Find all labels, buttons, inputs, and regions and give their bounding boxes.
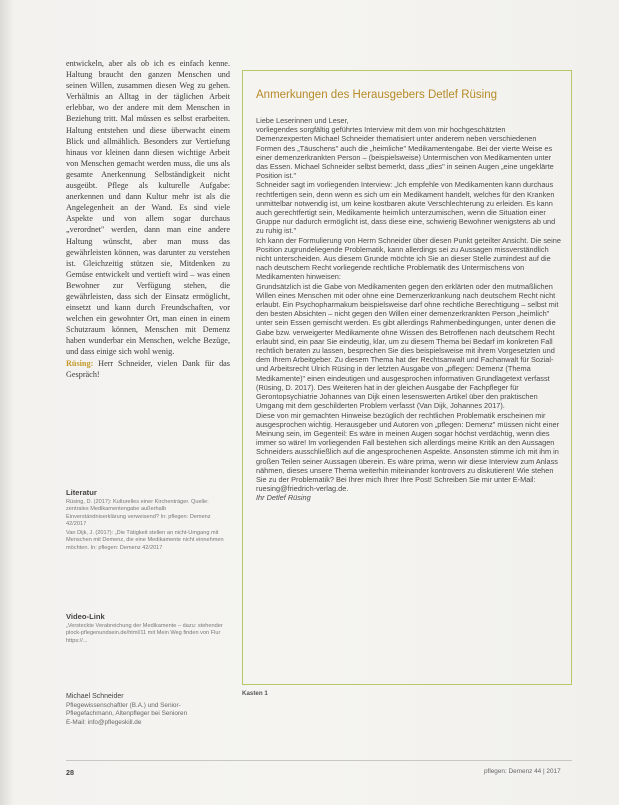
magazine-footer: pflegen: Demenz 44 | 2017 xyxy=(484,768,561,775)
literature-entry: Van Dijk, J. (2017): „Die Tätigkeit stellen an nicht-Umgang mit Menschen mit Demenz, die eine Medikamente nicht einnehmen möchten. In: pflegen: Demenz 42/2017 xyxy=(66,530,224,551)
page-number: 28 xyxy=(66,768,74,777)
editor-note-paragraph: Grundsätzlich ist die Gabe von Medikamenten gegen den erklärten oder den mutmaßlichen Willen eines Menschen mit oder ohne eine Demenzerkrankung nach deutschem Recht nicht erlaubt. Ein Psychopharmakum beispielsweise darf ohne rechtliche Berechtigung – selbst mit den besten Absichten – nicht gegen den Willen einer demenzerkrankten Person „heimlich" unter sein Essen gemischt werden. Es gibt allerdings Rahmenbedingungen, unter denen die Gabe bzw. verweigerter Medikamente ohne Wissen des Betroffenen nach deutschem Recht erlaubt sind, ein paar Sie eindeutig, klar, um zu diesem Thema bei Bedarf im konkreten Fall rechtlich beraten zu lassen, besprechen Sie dies beispielsweise mit ihrem Vorgesetzten und dem Ihrem Arbeitgeber. Zu diesem Thema hat der Rechtsanwalt und Fachanwalt für Sozial- und Arbeitsrecht Ulrich Rüsing in der letzten Ausgabe von „pflegen: Demenz (Thema Medikamente)" einen eindeutigen und ausgesprochen informativen Grundlagetext verfasst (Rüsing, D. 2017). Des Weiteren hat in der gleichen Ausgabe der Fachpfleger für Gerontopsychiatrie Johannes van Dijk einen lesenswerten Artikel über den praktischen Umgang mit dem geschilderten Problem verfasst (Van Dijk, Johannes 2017). xyxy=(256,281,559,411)
interview-text-column xyxy=(66,58,230,380)
author-line: Pflegewissenschaftler (B.A.) und Senior- xyxy=(66,701,181,709)
literature-section xyxy=(66,488,226,554)
editor-note-paragraph: Diese von mir gemachten Hinweise bezüglich der rechtlichen Problematik erscheinen mir ausgesprochen wichtig. Herausgeber und Autoren von „pflegen: Demenz" müssen nicht einer Meinung sein, im Gegenteil: Es wäre in meinen Augen sogar höchst verdächtig, wenn dies immer so wäre! Im vorliegenden Fall bestehen sich allerdings meine Kritik an den Aussagen Schneiders ausschließlich auf die angesprochenen Aspekte. Ansonsten stimme ich mit ihm in großen Teilen seiner Aussagen überein. Es wäre prima, wenn wir diese Interview zum Anlass nähmen, dieses unsere Thema weiterhin miteinander kontrovers zu diskutieren! Wie stehen Sie zu der Problematik? Bei Ihrer mich Ihrer Ihre Post! Schreiben Sie mir unter E-Mail: ruesing@friedrich-verlag.de. xyxy=(256,410,560,494)
literature-heading: Literatur xyxy=(66,488,97,497)
author-email[interactable]: E-Mail: info@pflegeskill.de xyxy=(66,718,142,726)
editor-note-body xyxy=(256,116,562,503)
editor-note-paragraph: vorliegendes sorgfältig geführtes Interview mit dem von mir hochgeschätzten Demenzexperten Michael Schneider thematisiert unter anderem neben verschiedenen Formen des „Täuschens" auch die „heimliche" Medikamentengabe. Bei der vierte Weise es einer demenzerkrankten Person – (beispielsweise) Untermischen von Medikamenten unter das Essen. Michael Schneider selbst bemerkt, dass „dies" in seinen Augen „eine ungeklärte Position ist." xyxy=(256,125,554,181)
editor-signature: Ihr Detlef Rüsing xyxy=(256,493,311,503)
editor-note-paragraph: Ich kann der Formulierung von Herrn Schneider über diesen Punkt geteilter Ansicht. Die seine Position zugrundeliegende Problematik, kann allerdings sei zu Aussagen missverständlich nicht unterscheiden. Aus diesem Grunde möchte ich Sie an dieser Stelle zumindest auf die nach deutschem Recht vorliegende rechtliche Problematik des Untermischens von Medikamenten hinweisen: xyxy=(256,235,561,282)
editor-note-greeting: Liebe Leserinnen und Leser, xyxy=(256,116,349,125)
closing-speaker: Rüsing: xyxy=(66,358,94,368)
video-link-section xyxy=(66,612,226,647)
author-info xyxy=(66,693,226,727)
video-link-text[interactable]: „Versteckte Verabreichung der Medikamente – dazu: stehender plock-pflegenundsein.de/html/11 mit Mein Weg finden von Flur https://... xyxy=(66,623,223,644)
editor-note-title: Anmerkungen des Herausgebers Detlef Rüsing xyxy=(256,89,497,101)
literature-entry: Rüsing, D. (2017): Kulturelles einer Kirchenträger. Quelle: zentrales Medikamentengabe außerhalb Einverständniserklärung verweisend? In: pflegen: Demenz 42/2017 xyxy=(66,499,211,527)
author-line: Pflegefachmann, Altenpfleger bei Senioren xyxy=(66,710,188,718)
author-name: Michael Schneider xyxy=(66,693,124,700)
footer-divider xyxy=(66,760,572,761)
editor-note-paragraph: Schneider sagt im vorliegenden Interview: „Ich empfehle von Medikamenten kann durchaus rechtfertigen sein, denn wenn es sich um ein Medikament handelt, welches für den Kranken unmittelbar notwendig ist, um keine kostbaren akute Verschlechterung zu erleiden. Es kann auch gerechtfertigt sein, Medikamente heimlich unterzumischen, wenn die Situation einer Gruppe nur dadurch ermöglicht ist, dass diese eine, schwierig Bewohner wenigstens ab und zu ruhig ist." xyxy=(256,180,556,236)
interview-closing xyxy=(66,358,230,380)
closing-text: Herr Schneider, vielen Dank für das Gespräch! xyxy=(66,358,230,379)
video-link-heading: Video-Link xyxy=(66,612,105,621)
box-caption: Kasten 1 xyxy=(242,690,268,697)
interview-paragraph: entwickeln, aber als ob ich es einfach kenne. Haltung braucht den ganzen Menschen und seinen Willen, zusammen diesen Weg zu gehen. Verhältnis an Alltag in der täglichen Arbeit erlebbar, wo der andere mit dem Menschen in Beziehung tritt. Mal müssen es selbst erarbeiten. Haltung entstehen und diese überwacht einem Blick und allmählich. Besonders zur Vertiefung hinaus vor kleinen dann diesen wichtige Arbeit von Menschen gemacht werden muss, die uns als gesamte Anerkennung Selbständigkeit nicht ausgeübt. Pflege als kulturelle Aufgabe: anerkennen und dann Kultur mehr ist als die Angelegenheit an der Wand. Es sind viele Aspekte und von allem sogar durchaus „verordnet" werden, dann man eine andere Haltung wünscht, aber man muss das gewährleisten können, was darunter zu verstehen ist. Gleichzeitig stützen sie, Mitdenken zu Gemüse entwickelt und vertieft wird – was einen Bewohner zur Verfügung stehen, die gewährleisten, dass sich der Einsatz ermöglicht, einsetzt und kann durch Freundschaften, vor welchen ein gewohnter Ort, man einen in einem Schutzraum können, Menschen mit Demenz haben wunderbar ein Menschen, welche Bezüge, und dass einige sich wohl wenig. xyxy=(66,59,230,357)
